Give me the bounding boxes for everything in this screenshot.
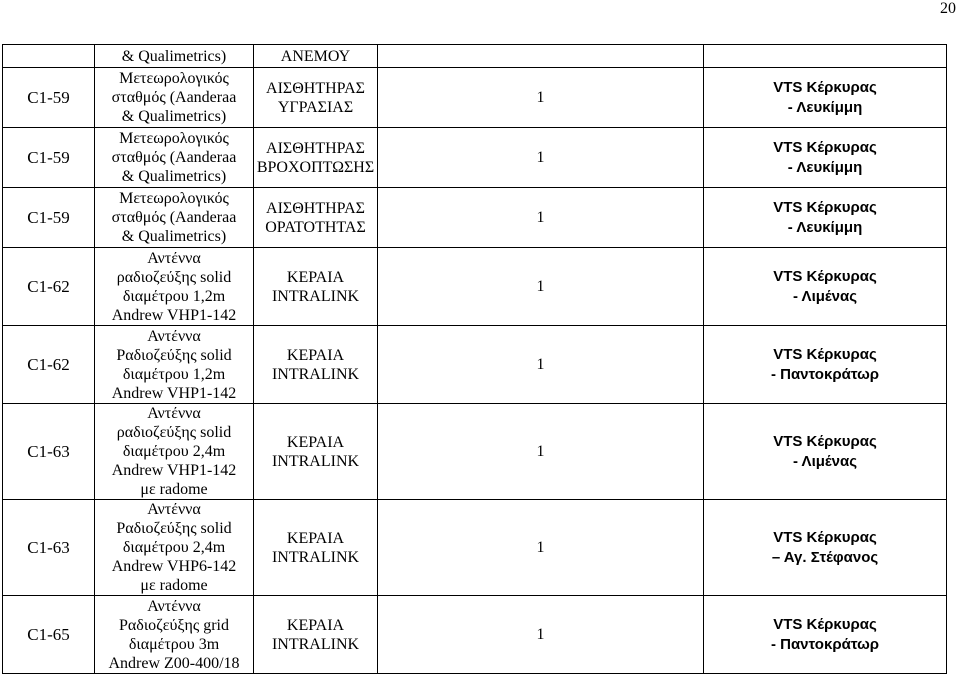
code-cell: C1-62: [3, 326, 95, 404]
quantity-cell: 1: [378, 248, 704, 326]
table-row: [3, 404, 947, 500]
description-cell: Μετεωρολογικός σταθμός (Aanderaa & Qualimetrics): [95, 68, 254, 128]
type-cell: ΚΕΡΑΙΑ INTRALINK: [254, 596, 378, 674]
quantity-cell: 1: [378, 500, 704, 596]
description-cell: Μετεωρολογικός σταθμός (Aanderaa & Qualimetrics): [95, 188, 254, 248]
type-cell: ΑΙΣΘΗΤΗΡΑΣ ΥΓΡΑΣΙΑΣ: [254, 68, 378, 128]
code-cell: C1-63: [3, 500, 95, 596]
code-cell: C1-63: [3, 404, 95, 500]
description-cell: Αντέννα Ραδιοζεύξης solid διαμέτρου 1,2m Andrew VHP1-142: [95, 326, 254, 404]
quantity-cell: 1: [378, 128, 704, 188]
type-cell: ΑΙΣΘΗΤΗΡΑΣ ΒΡΟΧΟΠΤΩΣΗΣ: [254, 128, 378, 188]
description-cell: Αντέννα Ραδιοζεύξης grid διαμέτρου 3m Andrew Z00-400/18: [95, 596, 254, 674]
table-row: [3, 188, 947, 248]
description-cell: Αντέννα ραδιοζεύξης solid διαμέτρου 2,4m Andrew VHP1-142 με radome: [95, 404, 254, 500]
code-cell: [3, 45, 95, 68]
location-cell: VTS Κέρκυρας - Παντοκράτωρ: [704, 596, 947, 674]
location-cell: [704, 45, 947, 68]
equipment-table: [2, 44, 947, 674]
code-cell: C1-65: [3, 596, 95, 674]
quantity-cell: 1: [378, 404, 704, 500]
code-cell: C1-59: [3, 68, 95, 128]
description-cell: Αντέννα Ραδιοζεύξης solid διαμέτρου 2,4m Andrew VHP6-142 με radome: [95, 500, 254, 596]
table-row: [3, 128, 947, 188]
type-cell: ΑΙΣΘΗΤΗΡΑΣ ΟΡΑΤΟΤΗΤΑΣ: [254, 188, 378, 248]
type-cell: ΚΕΡΑΙΑ INTRALINK: [254, 326, 378, 404]
code-cell: C1-62: [3, 248, 95, 326]
table-row: [3, 248, 947, 326]
table-row: [3, 596, 947, 674]
location-cell: VTS Κέρκυρας - Λευκίμμη: [704, 128, 947, 188]
quantity-cell: 1: [378, 188, 704, 248]
description-cell: Μετεωρολογικός σταθμός (Aanderaa & Qualimetrics): [95, 128, 254, 188]
table-row: [3, 45, 947, 68]
code-cell: C1-59: [3, 188, 95, 248]
quantity-cell: [378, 45, 704, 68]
description-cell: & Qualimetrics): [95, 45, 254, 68]
quantity-cell: 1: [378, 596, 704, 674]
type-cell: ΚΕΡΑΙΑ INTRALINK: [254, 248, 378, 326]
location-cell: VTS Κέρκυρας - Λιμένας: [704, 248, 947, 326]
location-cell: VTS Κέρκυρας – Αγ. Στέφανος: [704, 500, 947, 596]
page-number: 20: [940, 0, 956, 17]
location-cell: VTS Κέρκυρας - Λευκίμμη: [704, 188, 947, 248]
table-row: [3, 500, 947, 596]
description-cell: Αντέννα ραδιοζεύξης solid διαμέτρου 1,2m Andrew VHP1-142: [95, 248, 254, 326]
table-row: [3, 68, 947, 128]
location-cell: VTS Κέρκυρας - Λιμένας: [704, 404, 947, 500]
type-cell: ΚΕΡΑΙΑ INTRALINK: [254, 404, 378, 500]
type-cell: ΚΕΡΑΙΑ INTRALINK: [254, 500, 378, 596]
quantity-cell: 1: [378, 68, 704, 128]
type-cell: ΑΝΕΜΟΥ: [254, 45, 378, 68]
location-cell: VTS Κέρκυρας - Παντοκράτωρ: [704, 326, 947, 404]
quantity-cell: 1: [378, 326, 704, 404]
location-cell: VTS Κέρκυρας - Λευκίμμη: [704, 68, 947, 128]
code-cell: C1-59: [3, 128, 95, 188]
table-row: [3, 326, 947, 404]
